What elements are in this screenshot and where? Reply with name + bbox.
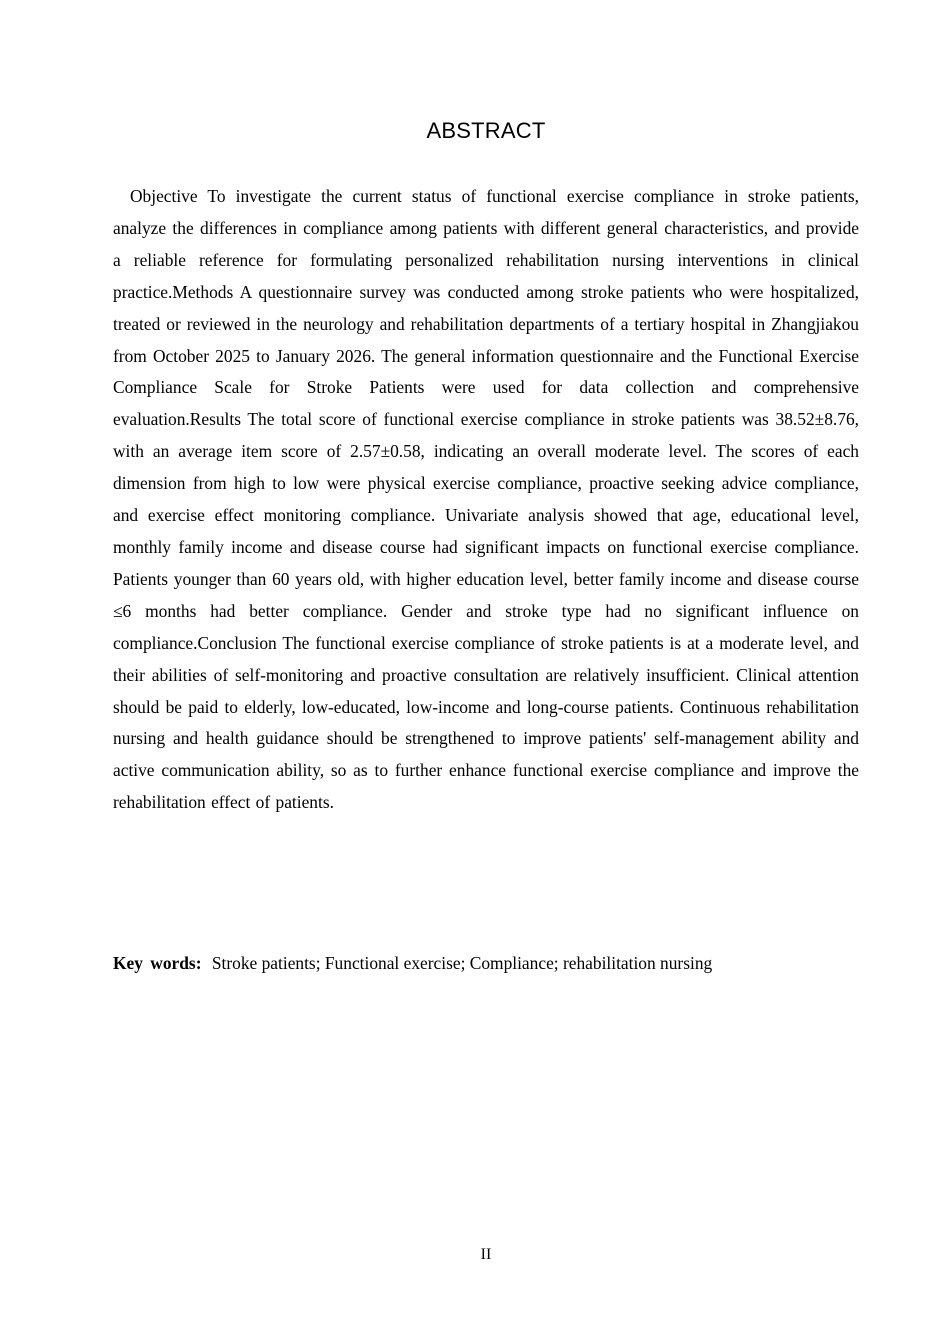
keywords-label: Key words: [113,953,202,973]
abstract-title: ABSTRACT [426,118,546,143]
abstract-body: Objective To investigate the current status of functional exercise compliance in stroke patients, analyze the differences in compliance among patients with different general characteristics, and provide a reliable reference for formulating personalized rehabilitation nursing interventions in clinical practice.Methods A questionnaire survey was conducted among stroke patients who were hospitalized, treated or reviewed in the neurology and rehabilitation departments of a tertiary hospital in Zhangjiakou from October 2025 to January 2026. The general information questionnaire and the Functional Exercise Compliance Scale for Stroke Patients were used for data collection and comprehensive evaluation.Results The total score of functional exercise compliance in stroke patients was 38.52±8.76, with an average item score of 2.57±0.58, indicating an overall moderate level. The scores of each dimension from high to low were physical exercise compliance, proactive seeking advice compliance, and exercise effect monitoring compliance. Univariate analysis showed that age, educational level, monthly family income and disease course had significant impacts on functional exercise compliance. Patients younger than 60 years old, with higher education level, better family income and disease course ≤6 months had better compliance. Gender and stroke type had no significant influence on compliance.Conclusion The functional exercise compliance of stroke patients is at a moderate level, and their abilities of self-monitoring and proactive consultation are relatively insufficient. Clinical attention should be paid to elderly, low-educated, low-income and long-course patients. Continuous rehabilitation nursing and health guidance should be strengthened to improve patients' self-management ability and active communication ability, so as to further enhance functional exercise compliance and improve the rehabilitation effect of patients. [113,186,859,813]
keywords-line [113,948,873,978]
keywords-text: Stroke patients; Functional exercise; Compliance; rehabilitation nursing [211,953,713,973]
page-number: II [480,1246,492,1263]
